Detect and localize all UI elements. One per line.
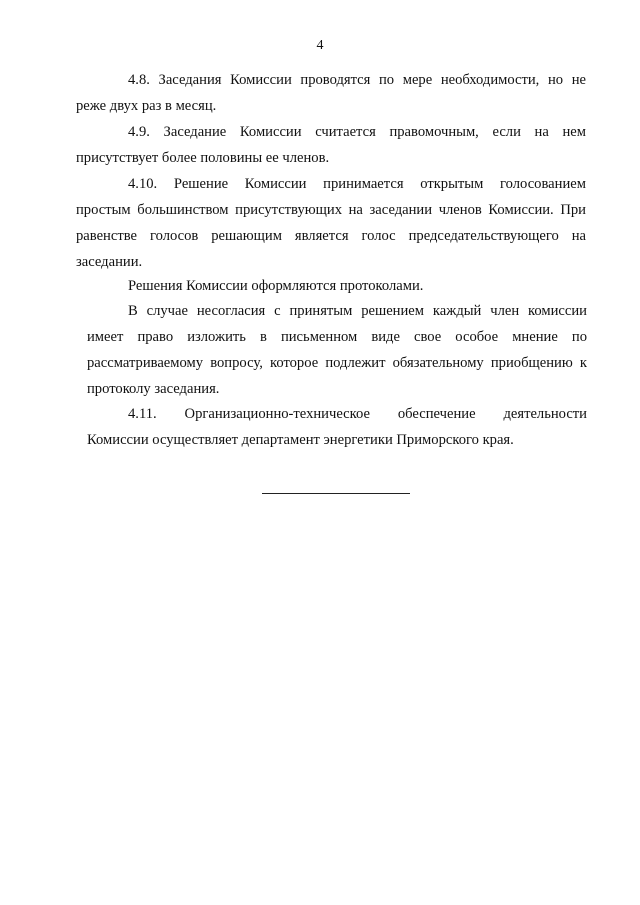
paragraph-line: 4.11. Организационно-техническое обеспечение деятельности: [128, 406, 587, 422]
paragraph-line: заседании.: [76, 254, 143, 270]
paragraph-disagreement: [87, 298, 587, 402]
paragraph-line: равенстве голосов решающим является голос председательствующего на: [76, 228, 586, 244]
paragraph-line: Решения Комиссии оформляются протоколами.: [128, 278, 424, 294]
paragraph-line: Комиссии осуществляет департамент энергетики Приморского края.: [87, 432, 514, 448]
page-number: 4: [316, 38, 324, 53]
paragraph-4-11: [87, 401, 587, 453]
paragraph-decisions: [128, 273, 588, 299]
paragraph-4-10: [76, 171, 586, 275]
paragraph-line: реже двух раз в месяц.: [76, 98, 217, 114]
paragraph-line: протоколу заседания.: [87, 381, 220, 397]
end-of-document-rule: [262, 493, 410, 494]
paragraph-line: 4.9. Заседание Комиссии считается правомочным, если на нем: [128, 124, 586, 140]
paragraph-line: простым большинством присутствующих на заседании членов Комиссии. При: [76, 202, 586, 218]
paragraph-line: имеет право изложить в письменном виде свое особое мнение по: [87, 329, 587, 345]
paragraph-line: 4.10. Решение Комиссии принимается открытым голосованием: [128, 176, 586, 192]
paragraph-line: 4.8. Заседания Комиссии проводятся по мере необходимости, но не: [128, 72, 586, 88]
paragraph-line: присутствует более половины ее членов.: [76, 150, 330, 166]
paragraph-4-9: [76, 119, 586, 171]
paragraph-line: рассматриваемому вопросу, которое подлежит обязательному приобщению к: [87, 355, 587, 371]
paragraph-line: В случае несогласия с принятым решением каждый член комиссии: [128, 303, 587, 319]
paragraph-4-8: [76, 67, 586, 119]
